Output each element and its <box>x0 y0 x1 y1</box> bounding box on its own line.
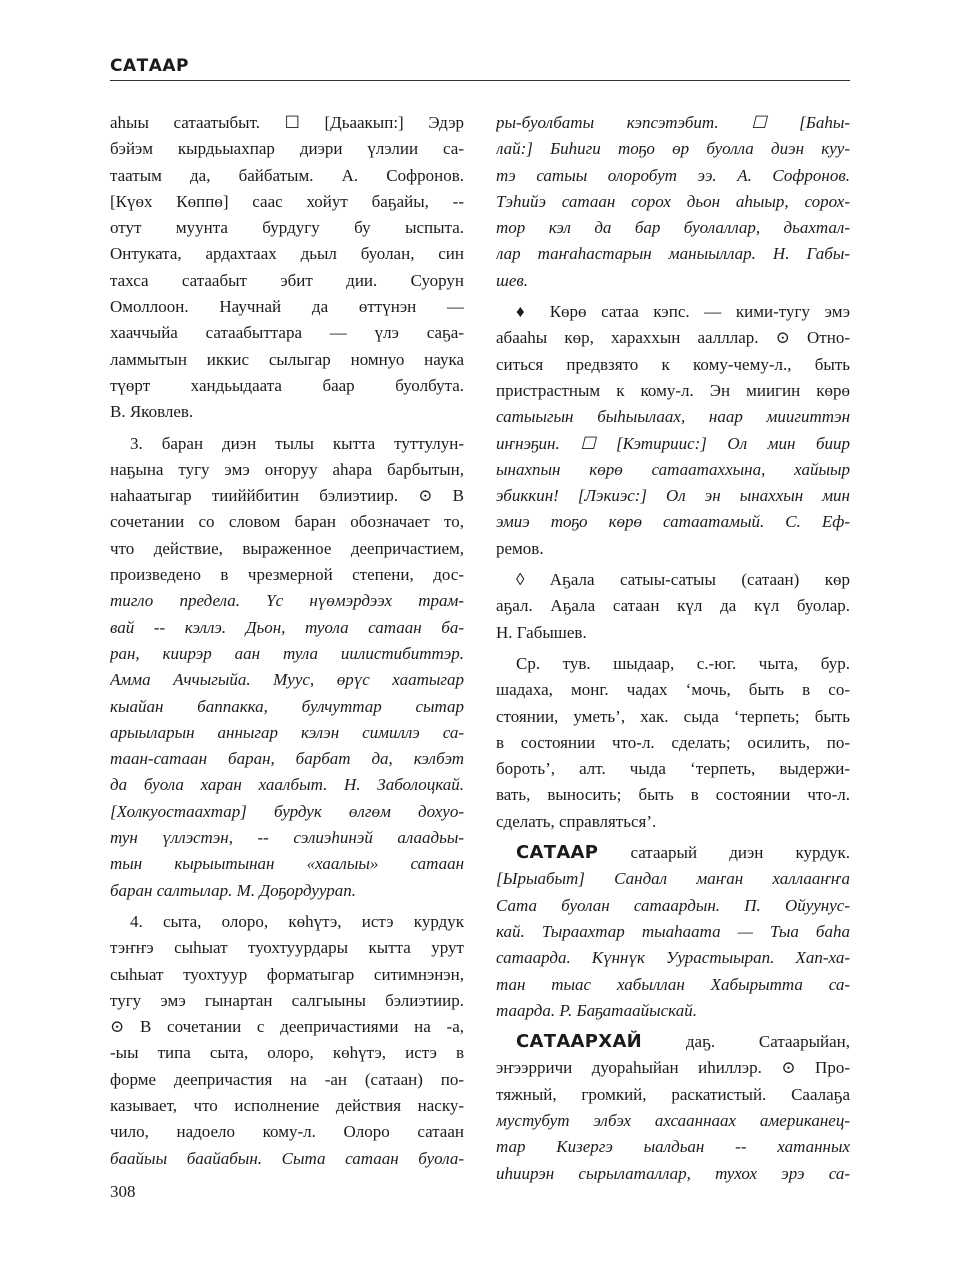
text-line: сатаарда. Күннүк Уурастыырап. Хап-ха- <box>496 948 850 968</box>
text-line: наһаатыгар тииййбитин бэлиэтиир. ⊙ В <box>110 486 464 506</box>
text-line: Омоллоон. Научнай да өттүнэн — <box>110 297 464 317</box>
text-line: лар таҥаһастарын маныыллар. Н. Габы- <box>496 244 850 264</box>
sense-4-paragraph <box>110 909 464 1172</box>
text-line: ынахпын көрө сатаатаххына, хайыыр <box>496 459 850 479</box>
text-line: сыһыат туохтуур форматыгар ситимнэнэн, <box>110 964 464 984</box>
headword: САТААР <box>516 842 599 864</box>
text-line: ремов. <box>496 538 544 558</box>
text-line: ⊙ В сочетании с деепричастиями на -а, <box>110 1017 464 1037</box>
text-line: таатым да, байбатым. А. Софронов. <box>110 165 464 185</box>
text-line: -ыы типа сыта, олоро, көһүтэ, истэ в <box>110 1043 464 1063</box>
right-column <box>496 110 850 1192</box>
text-line: ламмытын иккис сылыгар номнуо наука <box>110 349 464 369</box>
text-line: баран салтылар. М. Доҕордуурап. <box>110 880 356 900</box>
text-line: ♦ Көрө сатаа кэпс. — кими-тугу эмэ <box>516 302 850 322</box>
text-line: бороть’, алт. чыда ‘терпеть, выдержи- <box>496 759 850 779</box>
text-line: шадаха, монг. чадах ‘мочь, быть в со- <box>496 680 850 700</box>
text-line: да буола харан хаалбыт. Н. Заболоцкай. <box>110 775 464 795</box>
text-line: пристрастным к кому-л. Эн миигин көрө <box>496 380 850 400</box>
headword: САТААРХАЙ <box>516 1031 643 1053</box>
text-line: эҥээрричи дуораһыйан иһиллэр. ⊙ Про- <box>496 1058 850 1078</box>
text-line: казывает, что исполнение действия наску- <box>110 1095 464 1115</box>
text-line: кай. Тыраахтар тыаһаата — Тыа баһа <box>496 921 850 941</box>
text-line: ◊ Аҕала сатыы-сатыы (сатаан) көр <box>516 570 850 590</box>
text-line: Амма Аччыгыйа. Муус, өрүс хаатыгар <box>110 670 464 690</box>
text-line: лай:] Биһиги тоҕо өр буолла диэн куу- <box>496 139 850 159</box>
text-line: кыайан баппакка, булчуттар сытар <box>110 696 464 716</box>
text-line: 4. сыта, олоро, көһүтэ, истэ курдук <box>130 911 464 931</box>
entry-paragraph <box>110 110 464 426</box>
text-line: тан тыас хабыллан Хабырытта са- <box>496 974 850 994</box>
text-line: что действие, выраженное деепричастием, <box>110 538 464 558</box>
text-line: [Холкуостаахтар] бурдук өлгөм дохуо- <box>110 801 464 821</box>
page-number: 308 <box>110 1182 136 1201</box>
text-line: тяжный, громкий, раскатистый. Саалаҕа <box>496 1084 850 1104</box>
etymology-paragraph <box>496 651 850 835</box>
headword-sataar-entry <box>496 840 850 1024</box>
text-line: тугу эмэ гынартан салгыыны бэлиэтиир. <box>110 990 464 1010</box>
text-line: таан-сатаан баран, барбат да, кэлбэт <box>110 749 464 769</box>
text-line: аҕал. Аҕала сатаан күл да күл буолар. <box>496 596 850 616</box>
text-line: чило, надоело кому-л. Олоро сатаан <box>110 1122 464 1142</box>
idiom-paragraph <box>496 299 850 562</box>
text-line: форме деепричастия на -ан (сатаан) по- <box>110 1069 464 1089</box>
text-line: бэйэм кырдьыахпар диэри үлэлии са- <box>110 139 464 159</box>
text-line: шев. <box>496 270 529 290</box>
text-line: баайыы баайабын. Сыта сатаан буола- <box>110 1148 464 1168</box>
text-line: сатыыгын быһыылаах, наар миигиттэн <box>496 407 850 427</box>
text-line: аһыы сатаатыбыт. ☐ [Дьаакып:] Эдэр <box>110 113 464 132</box>
text-line: иҥнэҕин. ☐ [Кэтириис:] Ол мин биир <box>496 433 850 453</box>
text-line: иһиирэн сырылаталлар, тухох эрэ са- <box>496 1163 850 1183</box>
text-line: түөрт хандьыдаата баар буолбута. <box>110 375 464 395</box>
text-line: [Күөх Көппө] саас хойут баҕайы, -- <box>110 191 464 211</box>
sense-3-paragraph <box>110 431 464 904</box>
text-line: сделать, справляться’. <box>496 811 657 831</box>
text-line: тун үллэстэн, -- сэлиэһинэй алаадьы- <box>110 828 464 848</box>
text-line: 3. баран диэн тылы кытта туттулун- <box>130 433 464 453</box>
text-line: таарда. Р. Баҕатаайыскай. <box>496 1000 697 1020</box>
text-line: тигло предела. Үс нүөмэрдээх трам- <box>110 591 464 611</box>
text-line: абааһы көр, хараххын аалллар. ⊙ Отно- <box>496 328 850 348</box>
text-line: вать, выносить; быть в состоянии что-л. <box>496 785 850 805</box>
text-line: в состоянии что-л. сделать; осилить, по- <box>496 732 850 752</box>
text-line: произведено в чрезмерной степени, дос- <box>110 565 464 585</box>
text-line: тын кырыытынан «хаалыы» сатаан <box>110 854 464 874</box>
text-line: сочетании со словом баран обозначает то, <box>110 512 464 532</box>
text-line: Ср. тув. шыдаар, с.-юг. чыта, бур. <box>516 653 850 673</box>
text-line: тахса сатаабыт эбит дии. Суорун <box>110 270 464 290</box>
text-line: мустубут элбэх ахсааннаах американец- <box>496 1110 850 1130</box>
text-line: эбиккин! [Лэкиэс:] Ол эн ынаххын мин <box>496 486 850 506</box>
text-line: Тэһийэ сатаан сорох дьон аһыыр, сорох- <box>496 191 850 211</box>
text-line: наҕына тугу эмэ оҥоруу аһара барбытын, <box>110 459 464 479</box>
text-line: вай -- кэллэ. Дьон, туола сатаан ба- <box>110 617 464 637</box>
text-line: Сата буолан сатаардын. П. Ойуунус- <box>496 895 850 915</box>
text-line: Н. Габышев. <box>496 622 587 642</box>
text-line: Онтуката, ардахтаах дьыл буолан, син <box>110 244 464 264</box>
continuation-paragraph <box>496 110 850 294</box>
left-column <box>110 110 464 1177</box>
text-line: ситься предвзято к кому-чему-л., быть <box>496 354 850 374</box>
text-line: арыыларын анныгар кэлэн симиллэ са- <box>110 722 464 742</box>
page-header <box>110 52 850 81</box>
text-line: тэҥҥэ сыһыат туохтуурдары кытта урут <box>110 938 464 958</box>
text-line: тар Кизергэ ыалдьан -- хатанных <box>496 1137 850 1157</box>
text-line: эмиэ тоҕо көрө сатаатамый. С. Еф- <box>496 512 850 532</box>
text-line: ран, киирэр аан тула иилистибиттэр. <box>110 643 464 663</box>
phrase-paragraph <box>496 567 850 646</box>
text-line: хааччыйа сатаабыттара — үлэ саҕа- <box>110 323 464 343</box>
text-line: В. Яковлев. <box>110 402 194 422</box>
text-line: [Ырыабыт] Сандал маҥан халлааҥҥа <box>496 869 850 889</box>
text-line: ры-буолбаты кэпсэтэбит. ☐ [Баһы- <box>496 113 850 132</box>
text-line: отут муунта бурдугу бу ыспыта. <box>110 218 464 238</box>
text-line: тор кэл да бар буолаллар, дьахтал- <box>496 218 850 238</box>
headword-line: САТААРХАЙ даҕ. Сатаарыйан, <box>516 1031 850 1053</box>
running-head: САТААР <box>110 56 190 76</box>
text-line: стоянии, уметь’, хак. сыда ‘терпеть; быть <box>496 706 850 726</box>
text-line: тэ сатыы олоробут ээ. А. Софронов. <box>496 165 850 185</box>
headword-sataarkhai-entry <box>496 1029 850 1187</box>
headword-line: САТААР сатаарый диэн курдук. <box>516 842 850 864</box>
